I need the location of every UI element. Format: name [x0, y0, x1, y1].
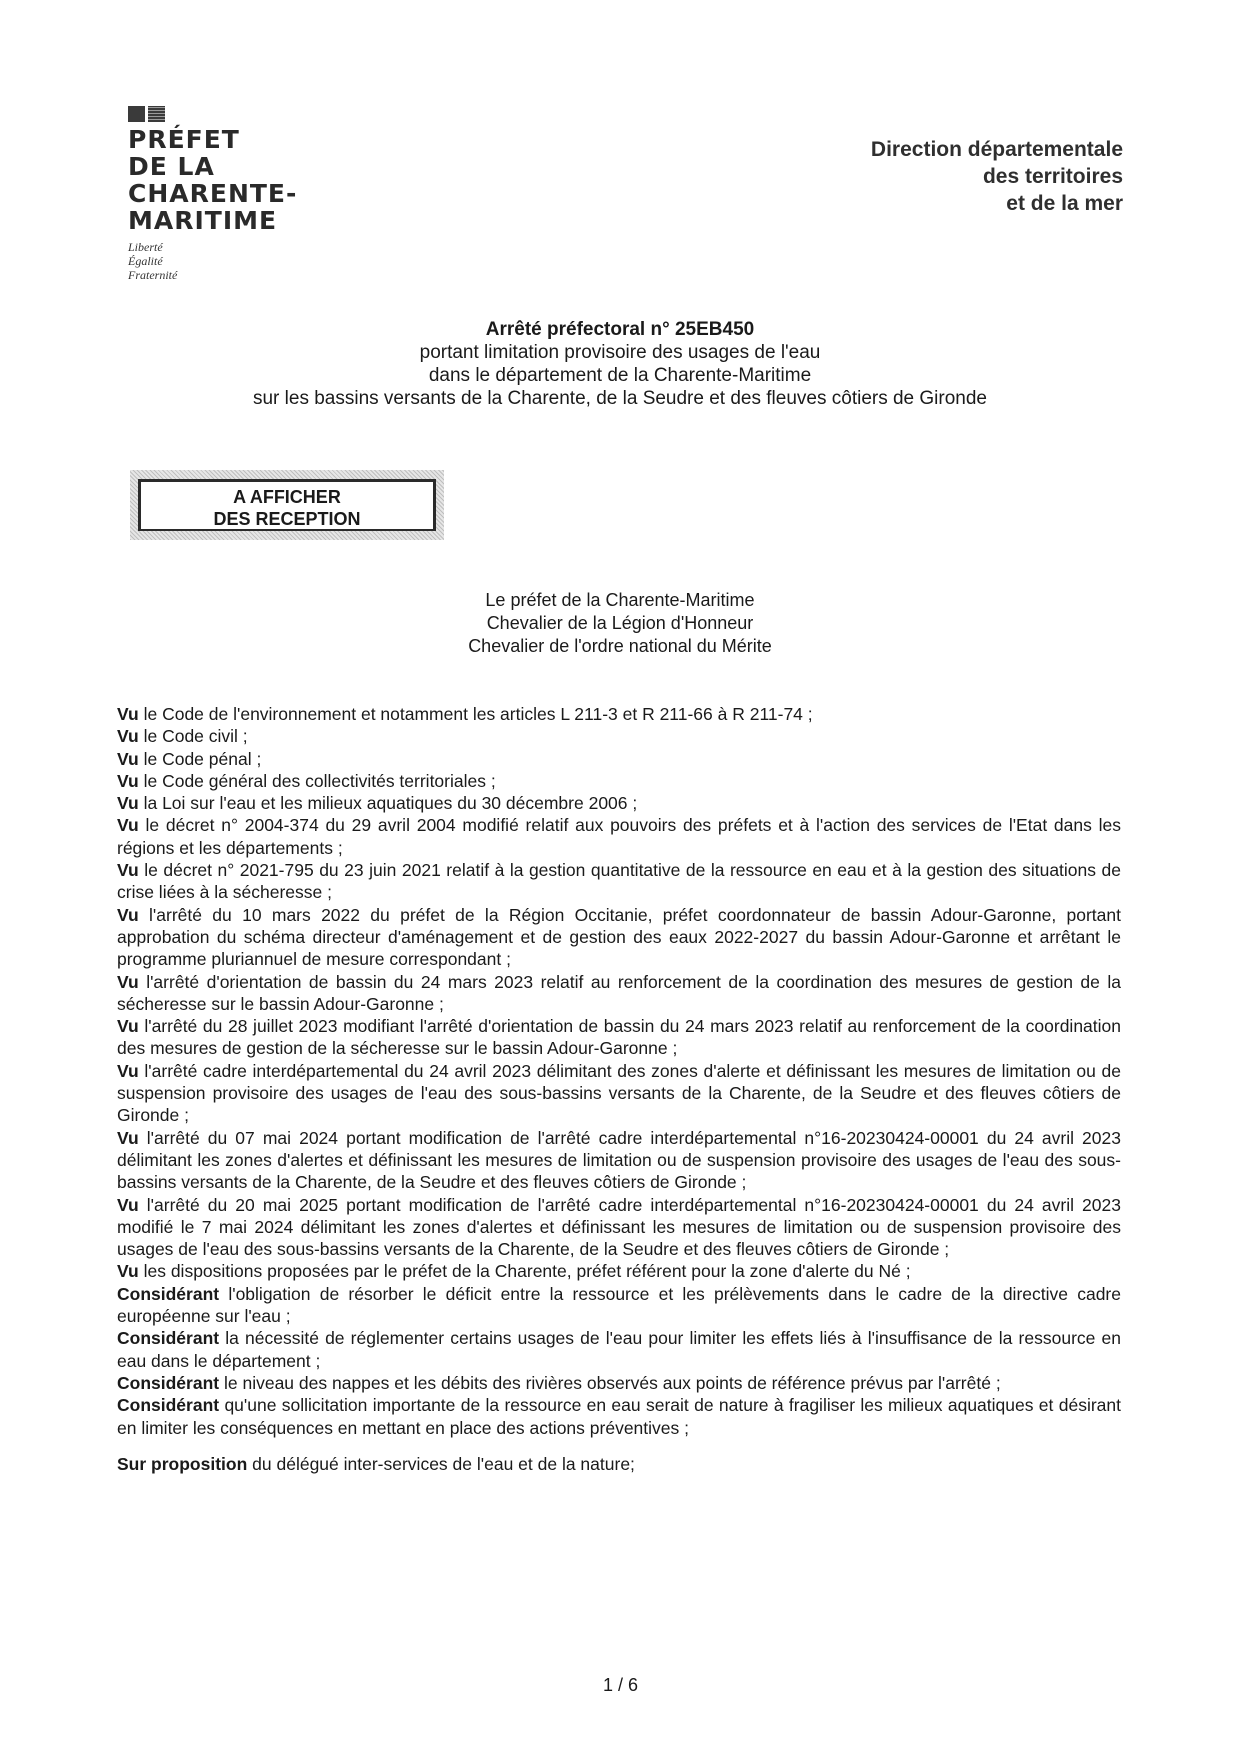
- prefet-name-line: MARITIME: [128, 206, 278, 235]
- visa-item: [117, 1260, 1121, 1282]
- signatory-block: [120, 589, 1120, 658]
- signatory-line: Le préfet de la Charente-Maritime: [485, 590, 755, 610]
- considerant-item: [117, 1394, 1121, 1439]
- considerant-item: [117, 1327, 1121, 1372]
- visa-keyword: Vu: [117, 815, 139, 836]
- visa-text: la Loi sur l'eau et les milieux aquatiques du 30 décembre 2006 ;: [143, 793, 638, 814]
- visa-text: le décret n° 2004-374 du 29 avril 2004 modifié relatif aux pouvoirs des préfets et à l'action des services de l'Etat dans les régions et les départements ;: [117, 815, 1121, 858]
- visa-item: [117, 770, 1121, 792]
- visas-list: [117, 703, 1121, 1475]
- signatory-line: Chevalier de la Légion d'Honneur: [486, 613, 754, 633]
- arrete-number: Arrêté préfectoral n° 25EB450: [485, 319, 755, 340]
- stamp-line: DES RECEPTION: [213, 509, 361, 529]
- visa-keyword: Vu: [117, 1016, 139, 1037]
- visa-keyword: Vu: [117, 726, 139, 747]
- proposal-keyword: Sur proposition: [117, 1453, 248, 1474]
- prefet-name: [128, 126, 308, 234]
- title-line: dans le département de la Charente-Maritime: [428, 365, 812, 386]
- direction-header: [871, 136, 1123, 217]
- visa-keyword: Vu: [117, 860, 139, 881]
- title-line: sur les bassins versants de la Charente, de la Seudre et des fleuves côtiers de Gironde: [252, 388, 987, 409]
- visa-text: le décret n° 2021-795 du 23 juin 2021 relatif à la gestion quantitative de la ressource en eau et à la gestion des situations de crise liées à la sécheresse ;: [117, 860, 1121, 903]
- proposal-line: [117, 1453, 1121, 1475]
- visa-keyword: Vu: [117, 770, 139, 791]
- considerant-keyword: Considérant: [117, 1372, 220, 1393]
- visa-keyword: Vu: [117, 1261, 139, 1282]
- page-number: 1 / 6: [602, 1675, 639, 1695]
- marianne-icon: [128, 106, 308, 122]
- considerant-item: [117, 1372, 1121, 1394]
- prefet-logo: [128, 106, 308, 282]
- visa-text: le Code de l'environnement et notamment les articles L 211-3 et R 211-66 à R 211-74 ;: [143, 704, 813, 724]
- devise-line: Égalité: [128, 254, 163, 268]
- devise-line: Liberté: [128, 240, 163, 254]
- visa-item: [117, 1127, 1121, 1194]
- direction-line: des territoires: [982, 165, 1123, 188]
- visa-item: [117, 814, 1121, 859]
- considerant-keyword: Considérant: [117, 1328, 220, 1349]
- visa-item: [117, 792, 1121, 814]
- direction-line: Direction départementale: [870, 138, 1123, 161]
- visa-text: l'arrêté du 10 mars 2022 du préfet de la Région Occitanie, préfet coordonnateur de bassin Adour-Garonne, portant approbation du schéma directeur d'aménagement et de gestion des eaux 2022-2027 du bassin Adour-Garonne et arrêtant le programme pluriannuel de mesure correspondant ;: [117, 904, 1121, 970]
- signatory-line: Chevalier de l'ordre national du Mérite: [468, 636, 772, 656]
- visa-item: [117, 1194, 1121, 1261]
- visa-text: l'arrêté cadre interdépartemental du 24 avril 2023 délimitant des zones d'alerte et définissant les mesures de limitation ou de suspension provisoire des usages de l'eau des sous-bassins versants de la Charente, de la Seudre et des fleuves côtiers de Gironde ;: [117, 1060, 1121, 1126]
- visa-text: l'arrêté du 28 juillet 2023 modifiant l'arrêté d'orientation de bassin du 24 mars 2023 relatif au renforcement de la coordination des mesures de gestion de la sécheresse sur le bassin Adour-Garonne ;: [117, 1016, 1121, 1059]
- prefet-name-line: PRÉFET: [128, 125, 240, 154]
- considerant-text: le niveau des nappes et les débits des rivières observés aux points de référence prévus par l'arrêté ;: [223, 1372, 1001, 1393]
- visa-text: le Code pénal ;: [143, 748, 262, 769]
- considerant-item: [117, 1283, 1121, 1328]
- considerant-text: l'obligation de résorber le déficit entre la ressource et les prélèvements dans le cadre de la directive cadre européenne sur l'eau ;: [117, 1283, 1121, 1327]
- considerant-text: qu'une sollicitation importante de la ressource en eau serait de nature à fragiliser les milieux aquatiques et désirant en limiter les conséquences en mettant en place des actions préventives ;: [117, 1395, 1121, 1438]
- considerant-keyword: Considérant: [117, 1395, 220, 1416]
- visa-item: [117, 725, 1121, 747]
- visa-text: l'arrêté du 20 mai 2025 portant modification de l'arrêté cadre interdépartemental n°16-20230424-00001 du 24 avril 2023 modifié le 7 mai 2024 délimitant les zones d'alertes et définissant les mesures de limitation ou de suspension provisoire des usages de l'eau des sous-bassins versants de la Charente, de la Seudre et des fleuves côtiers de Gironde ;: [117, 1194, 1121, 1260]
- visa-keyword: Vu: [117, 748, 139, 769]
- visa-item: [117, 748, 1121, 770]
- document-title: [120, 318, 1120, 410]
- display-stamp: [130, 470, 444, 540]
- visa-text: les dispositions proposées par le préfet de la Charente, préfet référent pour la zone d'alerte du Né ;: [143, 1261, 911, 1282]
- considerant-text: la nécessité de réglementer certains usages de l'eau pour limiter les effets liés à l'insuffisance de la ressource en eau dans le département ;: [117, 1328, 1121, 1371]
- visa-item: [117, 1015, 1121, 1060]
- visa-text: le Code général des collectivités territoriales ;: [143, 770, 496, 791]
- visa-item: [117, 904, 1121, 971]
- prefet-name-line: CHARENTE-: [128, 179, 298, 208]
- devise: [128, 240, 308, 282]
- visa-keyword: Vu: [117, 793, 139, 814]
- devise-line: Fraternité: [128, 268, 178, 282]
- visa-keyword: Vu: [117, 1060, 139, 1081]
- visa-keyword: Vu: [117, 704, 139, 724]
- visa-text: l'arrêté du 07 mai 2024 portant modification de l'arrêté cadre interdépartemental n°16-20230424-00001 du 24 avril 2023 délimitant les zones d'alertes et définissant les mesures de limitation ou de suspension provisoire des usages de l'eau des sous-bassins versants de la Charente, de la Seudre et des fleuves côtiers de Gironde ;: [117, 1127, 1121, 1193]
- title-line: portant limitation provisoire des usages de l'eau: [419, 342, 821, 363]
- visa-text: le Code civil ;: [143, 726, 248, 747]
- visa-keyword: Vu: [117, 904, 139, 925]
- prefet-name-line: DE LA: [128, 152, 215, 181]
- visa-item: [117, 1060, 1121, 1127]
- visa-keyword: Vu: [117, 971, 139, 992]
- visa-item: [117, 859, 1121, 904]
- visa-item: [117, 971, 1121, 1016]
- visa-keyword: Vu: [117, 1127, 139, 1148]
- stamp-line: A AFFICHER: [233, 487, 341, 507]
- visa-text: l'arrêté d'orientation de bassin du 24 mars 2023 relatif au renforcement de la coordination des mesures de gestion de la sécheresse sur le bassin Adour-Garonne ;: [117, 971, 1121, 1014]
- direction-line: et de la mer: [1006, 192, 1123, 215]
- visa-keyword: Vu: [117, 1194, 139, 1215]
- considerant-keyword: Considérant: [117, 1283, 220, 1304]
- proposal-text: du délégué inter-services de l'eau et de la nature;: [252, 1453, 635, 1474]
- visa-item: [117, 703, 1121, 725]
